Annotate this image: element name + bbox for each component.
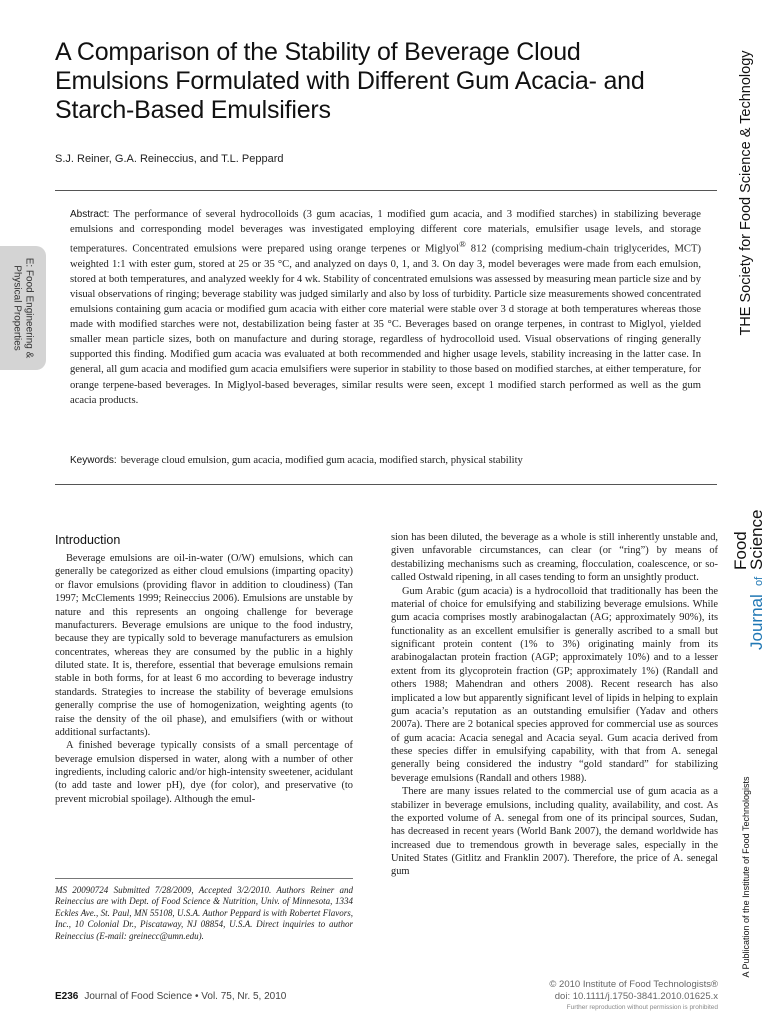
side-tab-label — [12, 246, 35, 370]
article-title: A Comparison of the Stability of Beverage Cloud Emulsions Formulated with Different Gum Acacia- and Starch-Based Emulsifiers — [55, 38, 645, 124]
keywords-label: Keywords: — [70, 455, 117, 466]
journal-logo-graphic — [722, 490, 766, 650]
logo-food-word: Food — [731, 531, 750, 570]
footer-separator: • — [194, 991, 199, 1002]
paragraph: There are many issues related to the commercial use of gum acacia as a stabilizer in beverage emulsions, including quality, availability, and cost. As the exported volume of A. senegal from one of its principal sources, Sudan, has decreased in recent years (World Bank 2007), the demand worldwide has increased due to tremendous growth in beverage sales, especially in the United States (Gitlitz and Franklin 2007). Therefore, the price of A. senegal gum — [391, 786, 718, 878]
abstract-label: Abstract: — [70, 209, 110, 220]
copyright-block — [549, 979, 718, 1014]
journal-logo — [722, 490, 766, 650]
paragraph: sion has been diluted, the beverage as a whole is still inherently unstable and, given unfavorable circumstances, can clear (or “ring”) by means of destabilizing mechanisms such as creaming, flocculation, coalescence, or so-called Ostwald ripening, in all cases tending to form an unsightly product. — [391, 532, 718, 584]
page-number: E236 — [55, 991, 79, 1002]
publisher-rail — [736, 735, 756, 1020]
footer-volume: Vol. 75, Nr. 5, 2010 — [201, 991, 287, 1002]
paragraph: Beverage emulsions are oil-in-water (O/W) emulsions, which can generally be categorized as either cloud emulsions (imparting opacity) or flavor emulsions (providing flavor in addition to cloudiness) (Tan 1997; McClements 1999; Reineccius 2006). Emulsions are unstable by nature and this represents an ongoing challenge for beverage manufacturers. Beverage emulsions are unique to the food industry, because they are typically sold to beverage manufacturers as emulsion concentrates, whereas they are consumed by the public in a highly diluted state. It is, therefore, essential that beverage emulsions remain stable in both forms, for at least 6 mo according to beverage industry standards. Strategies to increase the stability of beverage emulsions generally comprise the use of homogenization, weighting agents (to raise the density of the oil phase), and emulsifiers (with or without additional surfactants). — [55, 553, 353, 738]
left-column — [55, 552, 353, 806]
society-rail-text: THE Society for Food Science & Technology — [738, 50, 754, 336]
footnote-rule — [55, 878, 353, 879]
section-side-tab — [0, 246, 46, 370]
keywords-text: beverage cloud emulsion, gum acacia, modified gum acacia, modified starch, physical stability — [120, 455, 523, 466]
page-footer — [55, 991, 286, 1002]
right-column — [391, 531, 718, 879]
side-tab-line2: Physical Properties — [12, 265, 23, 351]
reproduction-notice: Further reproduction without permission is prohibited — [566, 1004, 718, 1011]
doi-line: doi: 10.1111/j.1750-3841.2010.01625.x — [554, 990, 718, 1002]
abstract-bottom-rule — [55, 484, 717, 485]
abstract-top-rule — [55, 190, 717, 191]
side-tab-line1: E: Food Engineering & — [23, 257, 35, 359]
registered-mark: ® — [459, 239, 466, 250]
footer-journal: Journal of Food Science — [84, 991, 193, 1002]
author-footnote: MS 20090724 Submitted 7/28/2009, Accepted 3/2/2010. Authors Reiner and Reineccius are with Dept. of Food Science & Nutrition, Univ. of Minnesota, 1334 Eckles Ave., St. Paul, MN 55108, U.S.A. Author Peppard is with Robertet Flavors, Inc., 10 Colonial Dr., Piscataway, NJ 08854, U.S.A. Direct inquiries to author Reineccius (E-mail: greinecc@umn.edu). — [55, 885, 353, 941]
author-list: S.J. Reiner, G.A. Reineccius, and T.L. Peppard — [55, 153, 284, 165]
publisher-rail-text: A Publication of the Institute of Food Technologists — [741, 776, 751, 978]
copyright-line: © 2010 Institute of Food Technologists® — [549, 979, 718, 990]
logo-of-word: of — [753, 576, 765, 586]
abstract — [70, 207, 701, 408]
section-heading-introduction: Introduction — [55, 533, 121, 547]
logo-science-word: Science — [747, 509, 766, 570]
abstract-text-part2: 812 (comprising medium-chain triglycerides, MCT) weighted 1:1 with ester gum, stored at 25 or 35 °C, and analyzed on days 0, 1, and 3. On day 3, model beverages were made from each emulsion, stored at both temperatures, and analyzed weekly for 4 wk. Stability of concentrated emulsions was assessed by measuring mean particle size and by visual observations of ringing; beverage stability was judged similarly and also by loss of turbidity. Particle size measurements showed concentrated emulsions containing gum acacia or modified gum acacia with either core material were stable over 3 d storage at both temperatures whereas those made with modified starches were not, destabilization being faster at 35 °C. Beverages based on orange terpenes, in contrast to Miglyol, yielded smaller mean particle sizes, both on manufacture and during storage, regardless of hydrocolloid used. Visual observations of ringing generally supported this finding. Modified gum acacia was evaluated at both recommended and higher usage levels, stability increasing in the latter case. In general, all gum acacia and modified gum acacia emulsifiers were superior in stability to those based on modified starches, at either temperature, for orange terpene-based beverages. In Miglyol-based beverages, similar results were seen, except 1 modified starch performed as well as the gum acacia products. — [70, 243, 701, 406]
keywords — [70, 453, 701, 468]
society-rail — [728, 18, 764, 368]
abstract-text-part1: The performance of several hydrocolloids (3 gum acacias, 1 modified gum acacia, and 3 modified starches) in stabilizing beverage emulsions and corresponding model beverages was investigated employing different core materials, emulsifier usage levels, and storage temperatures. Concentrated emulsions were prepared using orange terpenes or Miglyol — [70, 209, 701, 255]
paragraph: Gum Arabic (gum acacia) is a hydrocolloid that traditionally has been the material of choice for emulsifying and stabilizing beverage emulsions. While gum acacia comprises mostly arabinogalactan (AG; approximately 90%), its functionality as an excellent emulsifier is generally ascribed to a small but significant protein content (1% to 3%) originating mainly from its arabinogalactan protein fraction (AGP; approximately 10%) and to a lesser extent from its glycoprotein fraction (GP; approximately 1%) (Randall and others 1988; Mahendran and others 2008). Recent research has also implicated a low but apparently significant level of lipids in helping to explain gum acacia’s reputation as an outstanding emulsifier (Yadav and others 2007a). There are 2 botanical species approved for commercial use as sources of gum acacia: Acacia senegal and Acacia seyal. Gum acacia derived from these species differ in emulsifying capability, with that from A. senegal generally being considered the industry “gold standard” for stabilizing beverage emulsions (Randall and others 1988). — [391, 585, 718, 784]
logo-journal-word: Journal — [747, 594, 766, 650]
paragraph: A finished beverage typically consists of a small percentage of beverage emulsion dispersed in water, along with a number of other ingredients, including caloric and/or high-intensity sweetener, acidulant (to add taste and lower pH), dye (for color), and preservative (to prevent microbial spoilage). Although the emul- — [55, 740, 353, 805]
